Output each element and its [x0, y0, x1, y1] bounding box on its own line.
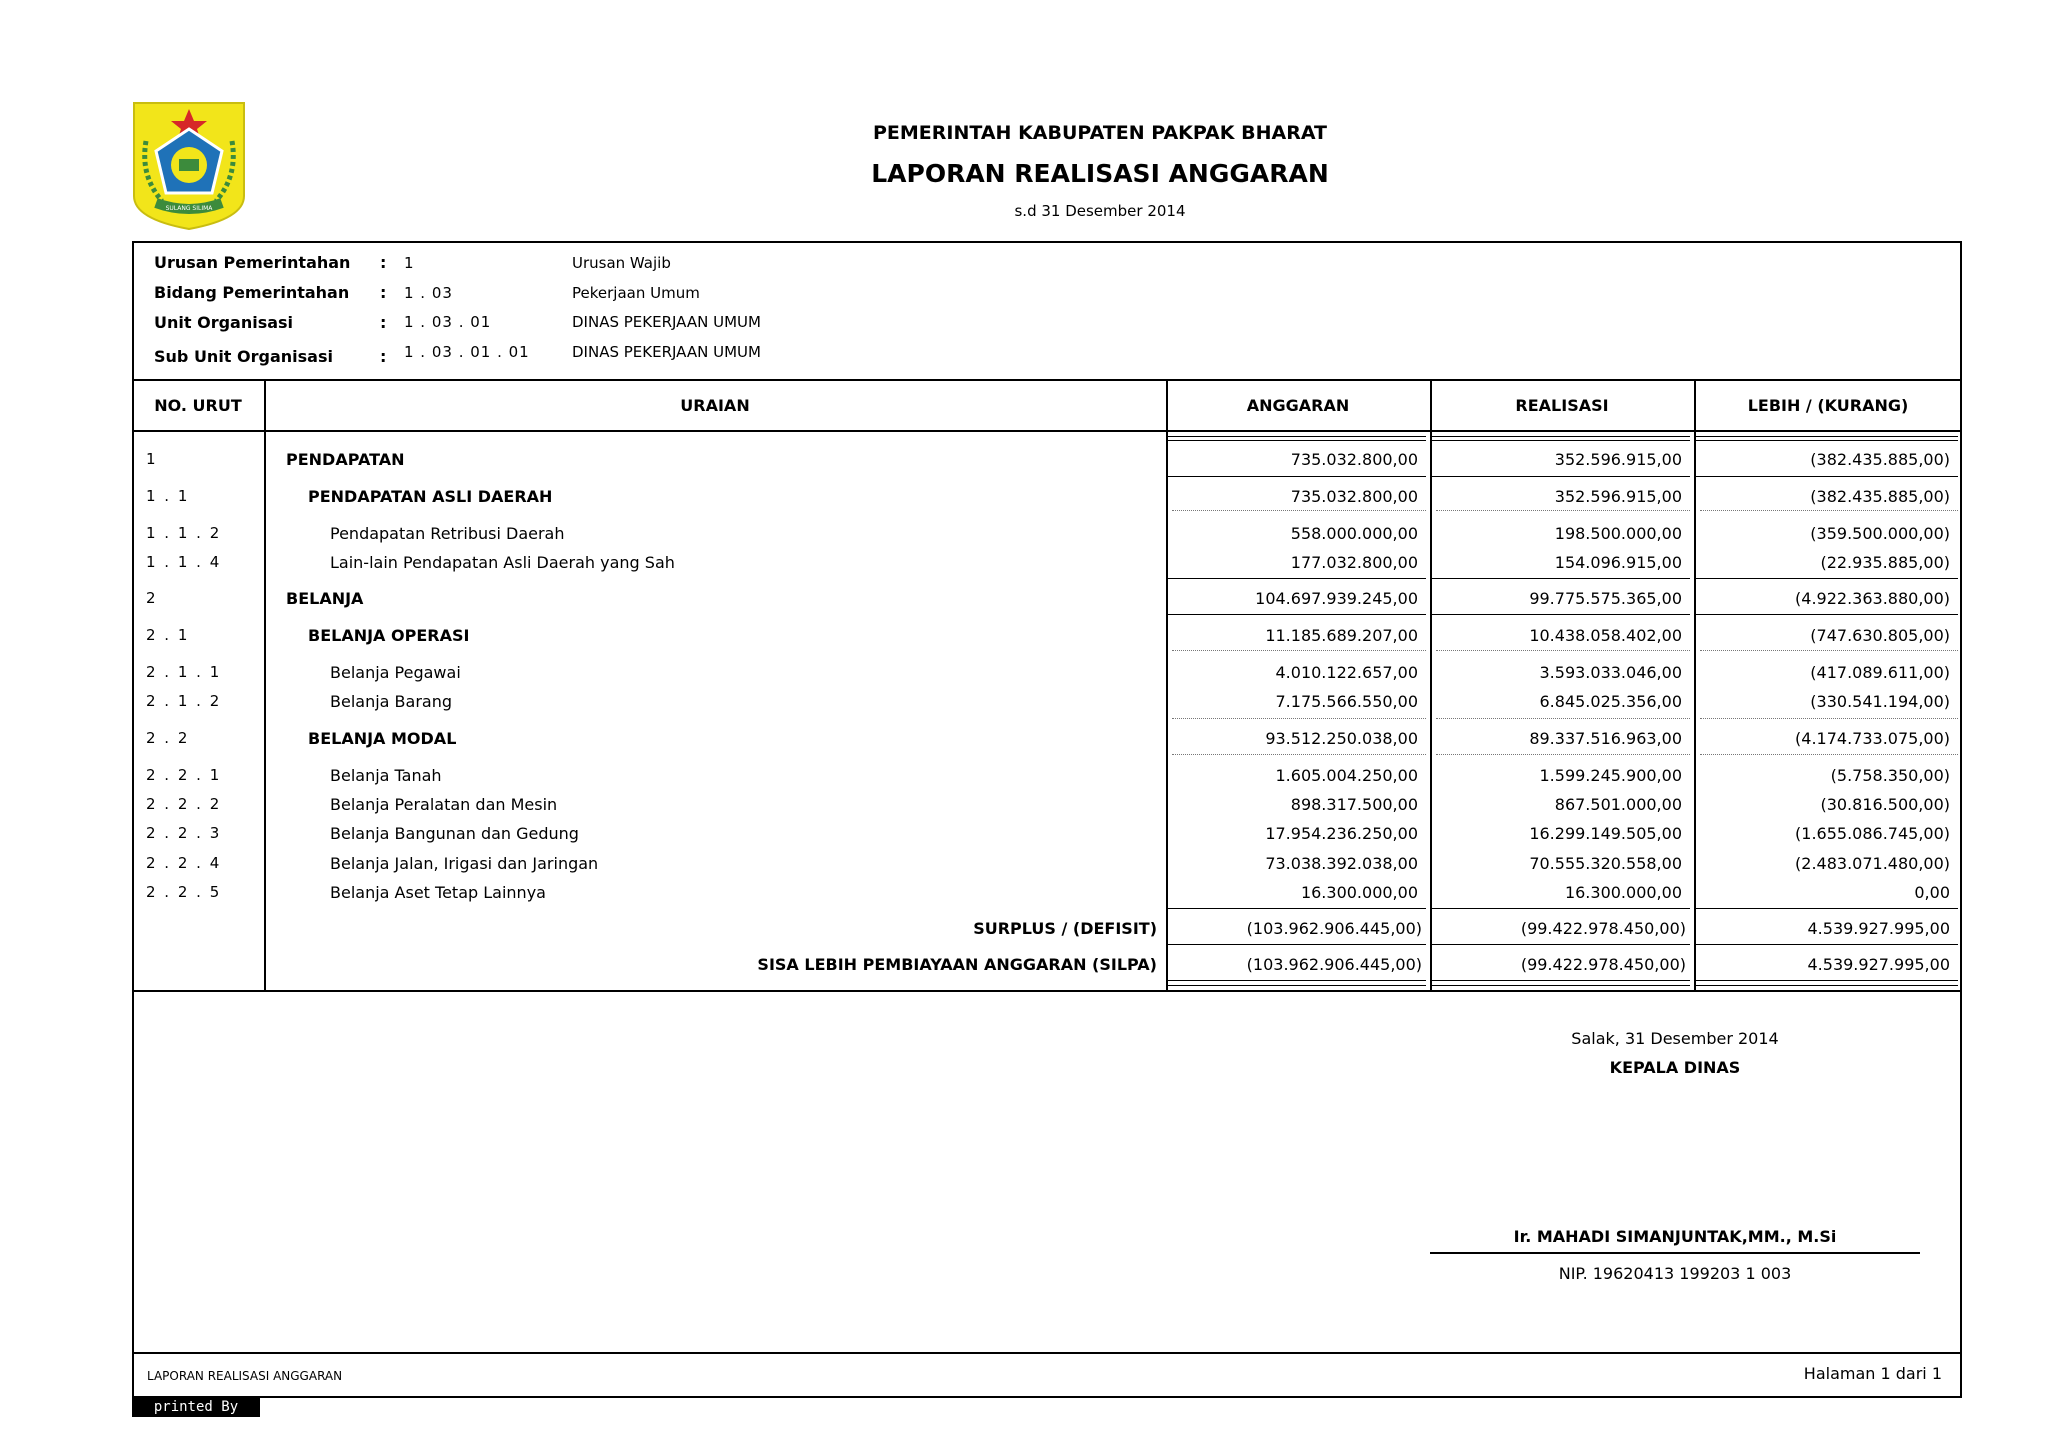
row-number: 2 . 1 . 2 — [146, 692, 222, 710]
total-anggaran: (103.962.906.445,00) — [1246, 919, 1422, 938]
row-number: 2 . 1 . 1 — [146, 663, 222, 681]
row-anggaran: 177.032.800,00 — [1290, 553, 1418, 572]
signature-position: KEPALA DINAS — [1609, 1058, 1741, 1077]
footer-report-name: LAPORAN REALISASI ANGGARAN — [147, 1369, 343, 1383]
info-code: 1 — [404, 254, 415, 272]
row-description: PENDAPATAN ASLI DAERAH — [308, 487, 553, 506]
row-number: 2 . 2 . 1 — [146, 766, 222, 784]
column-header-realisasi: REALISASI — [1515, 396, 1609, 415]
government-name: PEMERINTAH KABUPATEN PAKPAK BHARAT — [872, 122, 1328, 144]
row-realisasi: 3.593.033.046,00 — [1539, 663, 1682, 682]
row-anggaran: 11.185.689.207,00 — [1265, 626, 1418, 645]
info-name: DINAS PEKERJAAN UMUM — [572, 313, 761, 331]
info-label: Urusan Pemerintahan — [154, 253, 351, 272]
row-description: Belanja Jalan, Irigasi dan Jaringan — [330, 854, 599, 873]
column-header-uraian: URAIAN — [680, 396, 750, 415]
row-lebih: (4.922.363.880,00) — [1795, 589, 1950, 608]
row-number: 1 . 1 . 4 — [146, 553, 222, 571]
row-description: Belanja Bangunan dan Gedung — [330, 824, 579, 843]
signature-underline — [1430, 1252, 1920, 1254]
row-realisasi: 70.555.320.558,00 — [1529, 854, 1682, 873]
row-anggaran: 735.032.800,00 — [1290, 450, 1418, 469]
row-realisasi: 154.096.915,00 — [1554, 553, 1682, 572]
info-colon: : — [380, 283, 387, 302]
column-header-lebih: LEBIH / (KURANG) — [1747, 396, 1909, 415]
row-number: 2 . 2 — [146, 729, 190, 747]
printed-by-stamp: printed By SimDa — [132, 1397, 260, 1417]
row-number: 1 — [146, 450, 158, 468]
info-code: 1 . 03 — [404, 284, 453, 302]
row-lebih: (4.174.733.075,00) — [1795, 729, 1950, 748]
row-lebih: (359.500.000,00) — [1810, 524, 1950, 543]
row-lebih: (330.541.194,00) — [1810, 692, 1950, 711]
row-number: 2 . 2 . 3 — [146, 824, 222, 842]
row-realisasi: 6.845.025.356,00 — [1539, 692, 1682, 711]
row-anggaran: 73.038.392.038,00 — [1265, 854, 1418, 873]
info-colon: : — [380, 313, 387, 332]
row-description: BELANJA — [286, 589, 364, 608]
signature-name: Ir. MAHADI SIMANJUNTAK,MM., M.Si — [1513, 1227, 1837, 1246]
row-realisasi: 16.299.149.505,00 — [1529, 824, 1682, 843]
row-description: Belanja Peralatan dan Mesin — [330, 795, 558, 814]
total-realisasi: (99.422.978.450,00) — [1520, 955, 1686, 974]
report-period: s.d 31 Desember 2014 — [1014, 202, 1186, 220]
row-realisasi: 89.337.516.963,00 — [1529, 729, 1682, 748]
row-anggaran: 104.697.939.245,00 — [1255, 589, 1418, 608]
row-anggaran: 93.512.250.038,00 — [1265, 729, 1418, 748]
row-realisasi: 352.596.915,00 — [1554, 487, 1682, 506]
row-realisasi: 352.596.915,00 — [1554, 450, 1682, 469]
government-logo — [132, 101, 246, 231]
table-bottom-border — [132, 990, 1962, 992]
total-label: SISA LEBIH PEMBIAYAAN ANGGARAN (SILPA) — [757, 955, 1157, 974]
info-name: Pekerjaan Umum — [572, 284, 700, 302]
row-lebih: (2.483.071.480,00) — [1795, 854, 1950, 873]
row-lebih: (417.089.611,00) — [1810, 663, 1950, 682]
row-anggaran: 898.317.500,00 — [1290, 795, 1418, 814]
column-header-anggaran: ANGGARAN — [1246, 396, 1350, 415]
row-description: Pendapatan Retribusi Daerah — [330, 524, 565, 543]
column-divider — [264, 379, 266, 990]
info-name: DINAS PEKERJAAN UMUM — [572, 343, 761, 361]
info-code: 1 . 03 . 01 . 01 — [404, 343, 530, 361]
row-description: Belanja Tanah — [330, 766, 442, 785]
table-header-border — [132, 430, 1962, 432]
row-anggaran: 558.000.000,00 — [1290, 524, 1418, 543]
row-realisasi: 1.599.245.900,00 — [1539, 766, 1682, 785]
row-realisasi: 10.438.058.402,00 — [1529, 626, 1682, 645]
info-label: Unit Organisasi — [154, 313, 294, 332]
row-description: BELANJA OPERASI — [308, 626, 470, 645]
row-description: Belanja Pegawai — [330, 663, 461, 682]
row-lebih: (382.435.885,00) — [1810, 487, 1950, 506]
info-label: Sub Unit Organisasi — [154, 347, 333, 366]
row-realisasi: 867.501.000,00 — [1554, 795, 1682, 814]
row-description: BELANJA MODAL — [308, 729, 457, 748]
row-anggaran: 1.605.004.250,00 — [1275, 766, 1418, 785]
row-lebih: (382.435.885,00) — [1810, 450, 1950, 469]
row-realisasi: 198.500.000,00 — [1554, 524, 1682, 543]
row-description: Lain-lain Pendapatan Asli Daerah yang Sah — [330, 553, 675, 572]
row-lebih: 0,00 — [1914, 883, 1950, 902]
table-top-border — [132, 379, 1962, 381]
row-description: Belanja Barang — [330, 692, 453, 711]
signature-place-date: Salak, 31 Desember 2014 — [1571, 1029, 1779, 1048]
svg-text:SULANG SILIMA: SULANG SILIMA — [165, 205, 213, 212]
total-lebih: 4.539.927.995,00 — [1807, 955, 1950, 974]
row-number: 2 . 2 . 4 — [146, 854, 222, 872]
row-description: PENDAPATAN — [286, 450, 405, 469]
row-anggaran: 7.175.566.550,00 — [1275, 692, 1418, 711]
row-description: Belanja Aset Tetap Lainnya — [330, 883, 546, 902]
row-lebih: (1.655.086.745,00) — [1795, 824, 1950, 843]
row-lebih: (747.630.805,00) — [1810, 626, 1950, 645]
row-number: 2 . 2 . 2 — [146, 795, 222, 813]
info-colon: : — [380, 253, 387, 272]
footer-border — [132, 1352, 1962, 1354]
row-number: 1 . 1 — [146, 487, 190, 505]
row-anggaran: 17.954.236.250,00 — [1265, 824, 1418, 843]
page-indicator: Halaman 1 dari 1 — [1803, 1364, 1942, 1383]
info-name: Urusan Wajib — [572, 254, 671, 272]
total-anggaran: (103.962.906.445,00) — [1246, 955, 1422, 974]
row-realisasi: 99.775.575.365,00 — [1529, 589, 1682, 608]
total-realisasi: (99.422.978.450,00) — [1520, 919, 1686, 938]
row-number: 1 . 1 . 2 — [146, 524, 222, 542]
row-realisasi: 16.300.000,00 — [1564, 883, 1682, 902]
report-title: LAPORAN REALISASI ANGGARAN — [871, 159, 1329, 188]
row-lebih: (5.758.350,00) — [1830, 766, 1950, 785]
row-number: 2 — [146, 589, 158, 607]
column-header-no: NO. URUT — [154, 396, 242, 415]
info-label: Bidang Pemerintahan — [154, 283, 350, 302]
info-colon: : — [380, 347, 387, 366]
row-number: 2 . 1 — [146, 626, 190, 644]
info-code: 1 . 03 . 01 — [404, 313, 492, 331]
row-anggaran: 4.010.122.657,00 — [1275, 663, 1418, 682]
row-anggaran: 16.300.000,00 — [1300, 883, 1418, 902]
total-label: SURPLUS / (DEFISIT) — [973, 919, 1157, 938]
row-lebih: (30.816.500,00) — [1820, 795, 1950, 814]
total-lebih: 4.539.927.995,00 — [1807, 919, 1950, 938]
row-number: 2 . 2 . 5 — [146, 883, 222, 901]
signature-nip: NIP. 19620413 199203 1 003 — [1558, 1264, 1792, 1283]
row-anggaran: 735.032.800,00 — [1290, 487, 1418, 506]
row-lebih: (22.935.885,00) — [1820, 553, 1950, 572]
